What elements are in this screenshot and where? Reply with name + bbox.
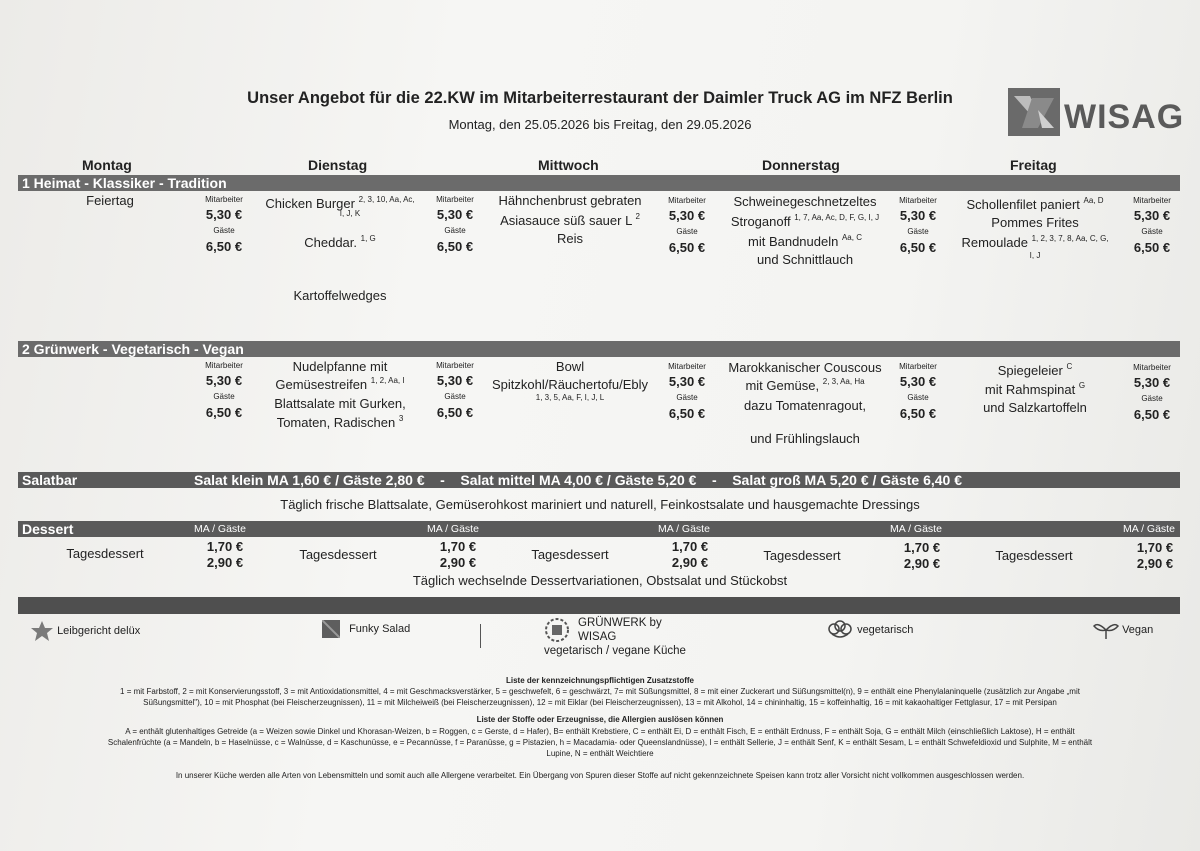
friday-dish-3-allergens: I, J <box>1029 251 1041 260</box>
legend-divider <box>480 624 481 648</box>
wednesday-veg-2: Spitzkohl/Räuchertofu/Ebly <box>491 377 649 392</box>
dessert-price-thu: 1,70 € 2,90 € <box>903 540 941 571</box>
dessert-mon: Tagesdessert <box>66 546 144 561</box>
additives-heading: Liste der kennzeichnungspflichtigen Zusatzstoffe <box>505 676 695 685</box>
price-mon-1: Mitarbeiter 5,30 € Gäste 6,50 € <box>205 195 243 254</box>
wisag-logo-icon <box>1008 88 1060 136</box>
dessert-price-tue: 1,70 € 2,90 € <box>439 539 477 570</box>
dessert-fri: Tagesdessert <box>995 548 1073 563</box>
dessert-tue: Tagesdessert <box>299 547 377 562</box>
price-tue-2: Mitarbeiter 5,30 € Gäste 6,50 € <box>436 361 474 420</box>
tuesday-dish-3: Kartoffelwedges <box>293 288 387 303</box>
price-wed-2: Mitarbeiter 5,30 € Gäste 6,50 € <box>668 362 706 421</box>
tuesday-veg-4: Tomaten, Radischen $^3$ <box>276 414 404 430</box>
date-range: Montag, den 25.05.2026 bis Freitag, den 29.05.2026 <box>448 117 752 132</box>
tuesday-dish-2: Cheddar. $^{1, G}$ <box>304 234 376 250</box>
thursday-dish-3: mit Bandnudeln $^{Aa, C}$ <box>748 233 862 249</box>
price-thu-1: Mitarbeiter 5,30 € Gäste 6,50 € <box>899 196 937 255</box>
star-icon <box>30 620 54 642</box>
thursday-veg-1: Marokkanischer Couscous <box>728 360 882 375</box>
wednesday-veg-1: Bowl <box>555 359 585 374</box>
allergens-heading: Liste der Stoffe oder Erzeugnisse, die Allergien auslösen können <box>476 715 724 724</box>
tuesday-veg-3: Blattsalate mit Gurken, <box>274 396 406 411</box>
gruenwerk-icon <box>544 616 570 644</box>
legend-vegetarian: vegetarisch <box>826 620 913 640</box>
tuesday-veg-2: Gemüsestreifen $^{1, 2, Aa, I}$ <box>275 376 405 392</box>
day-tuesday: Dienstag <box>308 157 368 173</box>
dessert-price-wed: 1,70 € 2,90 € <box>671 539 709 570</box>
dessert-title: Dessert <box>22 521 74 537</box>
divider-band <box>18 597 1180 614</box>
tuesday-dish-1-allergens: I, J, K <box>339 209 361 218</box>
legend-gruenwerk: GRÜNWERK by WISAG vegetarisch / vegane Küche <box>544 617 686 657</box>
salad-title: Salatbar <box>22 472 78 488</box>
dessert-info: Täglich wechselnde Dessertvariationen, Obstsalat und Stückobst <box>412 573 788 588</box>
legend-star: Leibgericht delüx <box>30 620 140 642</box>
dessert-label-fri: MA / Gäste <box>1123 523 1175 535</box>
price-wed-1: Mitarbeiter 5,30 € Gäste 6,50 € <box>668 196 706 255</box>
dessert-header <box>18 521 1180 537</box>
thursday-dish-4: und Schnittlauch <box>756 252 854 267</box>
section-2-header: 2 Grünwerk - Vegetarisch - Vegan <box>18 341 1180 357</box>
salad-header <box>18 472 1180 488</box>
day-thursday: Donnerstag <box>762 157 840 173</box>
wednesday-veg-allergens: 1, 3, 5, Aa, F, I, J, L <box>535 393 605 402</box>
additives-line-2: Süßungsmittel"), 10 = mit Phosphat (bei Fleischerzeugnissen), 11 = mit Milcheiweiß (bei Fleischerzeugnissen), 12 = mit Eiklar (bei Fleischerzeugnissen), 13 = mit Alkohol, 14 = chininhaltig, 15 = koffeinhaltig, 16 = mit kakaohaltiger Fettglasur, 17 = mit Persipan <box>143 698 1057 707</box>
tuesday-dish-1: Chicken Burger $^{2, 3, 10, Aa, Ac,}$ <box>265 195 415 211</box>
thursday-veg-2: mit Gemüse, $^{2, 3, Aa, Ha}$ <box>745 377 865 393</box>
page-title: Unser Angebot für die 22.KW im Mitarbeiterrestaurant der Daimler Truck AG im NFZ Berlin <box>247 89 953 107</box>
allergens-line-1: A = enthält glutenhaltiges Getreide (a = Weizen sowie Dinkel und Khorasan-Weizen, b = Roggen, c = Gerste, d = Hafer), B= enthält Krebstiere, C = enthält Ei, D = enthält Fisch, E = enthält Erdnuss, F = enthält Soja, G = enthält Milch (einschließlich Laktose), H = enthält <box>125 727 1075 736</box>
monday-holiday: Feiertag <box>86 193 134 208</box>
vegan-icon <box>1093 620 1119 640</box>
allergens-line-2: Schalenfrüchte (a = Mandeln, b = Haselnüsse, c = Walnüsse, d = Kaschunüsse, e = Pecannüsse, f = Paranüsse, g = Pistazien, h = Macadamia- oder Queenslandnüsse), I = enthält Sellerie, J = enthält Senf, K = enthält Sesam, L = enthält Schwefeldioxid und Sulphite, M = enthält <box>107 738 1093 747</box>
additives-line-1: 1 = mit Farbstoff, 2 = mit Konservierungsstoff, 3 = mit Antioxidationsmittel, 4 = mit Geschmacksverstärker, 5 = geschwefelt, 6 = geschwärzt, 7= mit Süßungsmittel, 8 = mit einer Zuckerart und Süßungsmittel(n), 9 = enthält eine Phenylalaninquelle (zusätzlich zur Angabe „mit <box>120 687 1080 696</box>
day-monday: Montag <box>82 157 132 173</box>
price-fri-1: Mitarbeiter 5,30 € Gäste 6,50 € <box>1133 196 1171 255</box>
allergens-line-3: Lupine, N = enthält Weichtiere <box>546 749 654 758</box>
friday-dish-1: Schollenfilet paniert $^{Aa, D}$ <box>966 196 1104 212</box>
price-fri-2: Mitarbeiter 5,30 € Gäste 6,50 € <box>1133 363 1171 422</box>
thursday-veg-4: und Frühlingslauch <box>750 431 860 446</box>
thursday-dish-2: Stroganoff $^{1, 7, Aa, Ac, D, F, G, I, J}$ <box>730 213 880 229</box>
logo-text: WISAG <box>1064 98 1185 136</box>
funky-salad-icon <box>322 620 340 638</box>
price-mon-2: Mitarbeiter 5,30 € Gäste 6,50 € <box>205 361 243 420</box>
friday-dish-2: Pommes Frites <box>991 215 1079 230</box>
tuesday-veg-1: Nudelpfanne mit <box>292 359 388 374</box>
dessert-price-fri: 1,70 € 2,90 € <box>1136 540 1174 571</box>
dessert-label-tue: MA / Gäste <box>427 523 479 535</box>
section-1-header: 1 Heimat - Klassiker - Tradition <box>18 175 1180 191</box>
day-friday: Freitag <box>1010 157 1057 173</box>
salad-prices: Salat klein MA 1,60 € / Gäste 2,80 € - Salat mittel MA 4,00 € / Gäste 5,20 € - Salat groß MA 5,20 € / Gäste 6,40 € <box>194 472 963 488</box>
dessert-label-wed: MA / Gäste <box>658 523 710 535</box>
wednesday-dish-2: Asiasauce süß sauer L $^2$ <box>500 212 640 228</box>
friday-veg-3: und Salzkartoffeln <box>983 400 1087 415</box>
dessert-label-thu: MA / Gäste <box>890 523 942 535</box>
day-wednesday: Mittwoch <box>538 157 599 173</box>
dessert-thu: Tagesdessert <box>763 548 841 563</box>
salad-info: Täglich frische Blattsalate, Gemüserohkost mariniert und naturell, Feinkostsalate und hausgemachte Dressings <box>280 497 920 512</box>
price-tue-1: Mitarbeiter 5,30 € Gäste 6,50 € <box>436 195 474 254</box>
wednesday-dish-3: Reis <box>556 231 583 246</box>
vegetarian-icon <box>826 620 854 640</box>
friday-veg-2: mit Rahmspinat $^G$ <box>984 381 1086 397</box>
friday-veg-1: Spiegeleier $^C$ <box>997 362 1073 378</box>
thursday-veg-3: dazu Tomatenragout, <box>744 398 866 413</box>
legend-funky: Funky Salad <box>322 620 410 638</box>
legend-vegan: Vegan <box>1093 620 1153 640</box>
wednesday-dish-1: Hähnchenbrust gebraten <box>498 193 642 208</box>
friday-dish-3: Remoulade $^{1, 2, 3, 7, 8, Aa, C, G,}$ <box>961 234 1109 250</box>
dessert-wed: Tagesdessert <box>531 547 609 562</box>
thursday-dish-1: Schweinegeschnetzeltes <box>733 194 877 209</box>
dessert-label-mon: MA / Gäste <box>194 523 246 535</box>
price-thu-2: Mitarbeiter 5,30 € Gäste 6,50 € <box>899 362 937 421</box>
kitchen-disclaimer: In unserer Küche werden alle Arten von Lebensmitteln und somit auch alle Allergene verarbeitet. Ein Übergang von Spuren dieser Stoffe auf nicht gekennzeichnete Speisen kann trotz aller Vorsicht nicht vollkommen ausgeschlossen werden. <box>175 771 1025 780</box>
wisag-logo <box>1008 88 1185 138</box>
dessert-price-mon: 1,70 € 2,90 € <box>206 539 244 570</box>
